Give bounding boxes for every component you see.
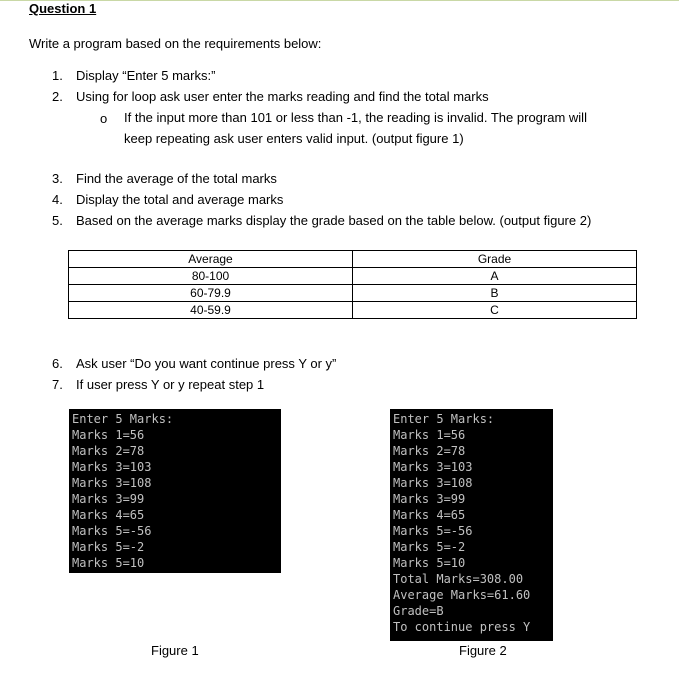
step-number: 1. xyxy=(52,68,63,83)
console-line: Marks 3=108 xyxy=(72,476,152,490)
console-line: Marks 4=65 xyxy=(393,508,466,522)
table-header: Grade xyxy=(353,251,637,268)
console-line: Enter 5 Marks: xyxy=(393,412,495,426)
console-line: Marks 5=-2 xyxy=(393,540,466,554)
top-divider xyxy=(0,0,679,1)
table-cell: C xyxy=(353,302,637,319)
step-number: 6. xyxy=(52,356,63,371)
step-text: Display “Enter 5 marks:” xyxy=(76,68,216,83)
table-header: Average xyxy=(69,251,353,268)
figure-2-caption: Figure 2 xyxy=(459,643,507,658)
step-number: 4. xyxy=(52,192,63,207)
table-cell: 80-100 xyxy=(69,268,353,285)
console-line: Marks 1=56 xyxy=(72,428,145,442)
step-text: Based on the average marks display the grade based on the table below. (output figure 2) xyxy=(76,213,592,228)
figure-1-caption: Figure 1 xyxy=(151,643,199,658)
console-line: Marks 4=65 xyxy=(72,508,145,522)
question-intro: Write a program based on the requirements below: xyxy=(29,36,322,51)
console-line: Marks 3=99 xyxy=(393,492,466,506)
figure-2-console xyxy=(390,409,553,641)
substep-line-2: keep repeating ask user enters valid input. (output figure 1) xyxy=(124,131,464,146)
table-cell: 60-79.9 xyxy=(69,285,353,302)
console-line: Average Marks=61.60 xyxy=(393,588,531,602)
step-text: Display the total and average marks xyxy=(76,192,284,207)
step-number: 3. xyxy=(52,171,63,186)
table-cell: 40-59.9 xyxy=(69,302,353,319)
console-line: Marks 3=103 xyxy=(72,460,152,474)
console-line: To continue press Y xyxy=(393,620,531,634)
grade-table xyxy=(68,250,637,319)
console-line: Grade=B xyxy=(393,604,444,618)
table-cell: A xyxy=(353,268,637,285)
console-line: Marks 3=99 xyxy=(72,492,145,506)
console-line: Marks 5=10 xyxy=(72,556,145,570)
console-line: Marks 5=-56 xyxy=(72,524,152,538)
console-line: Total Marks=308.00 xyxy=(393,572,524,586)
table-row xyxy=(69,268,637,285)
console-line: Enter 5 Marks: xyxy=(72,412,174,426)
step-text: If user press Y or y repeat step 1 xyxy=(76,377,265,392)
table-row xyxy=(69,302,637,319)
substep-line-1: If the input more than 101 or less than -1, the reading is invalid. The program will xyxy=(124,110,587,125)
console-line: Marks 2=78 xyxy=(72,444,145,458)
console-line: Marks 5=-56 xyxy=(393,524,473,538)
console-line: Marks 3=108 xyxy=(393,476,473,490)
step-number: 2. xyxy=(52,89,63,104)
step-text: Using for loop ask user enter the marks reading and find the total marks xyxy=(76,89,489,104)
console-line: Marks 1=56 xyxy=(393,428,466,442)
console-line: Marks 3=103 xyxy=(393,460,473,474)
table-header-row xyxy=(69,251,637,268)
figure-1-console xyxy=(69,409,281,573)
console-line: Marks 2=78 xyxy=(393,444,466,458)
step-number: 7. xyxy=(52,377,63,392)
step-number: 5. xyxy=(52,213,63,228)
console-line: Marks 5=-2 xyxy=(72,540,145,554)
step-text: Ask user “Do you want continue press Y or y” xyxy=(76,356,337,371)
sub-bullet: o xyxy=(100,111,108,126)
table-row xyxy=(69,285,637,302)
question-title: Question 1 xyxy=(29,1,97,16)
table-cell: B xyxy=(353,285,637,302)
step-text: Find the average of the total marks xyxy=(76,171,277,186)
console-line: Marks 5=10 xyxy=(393,556,466,570)
